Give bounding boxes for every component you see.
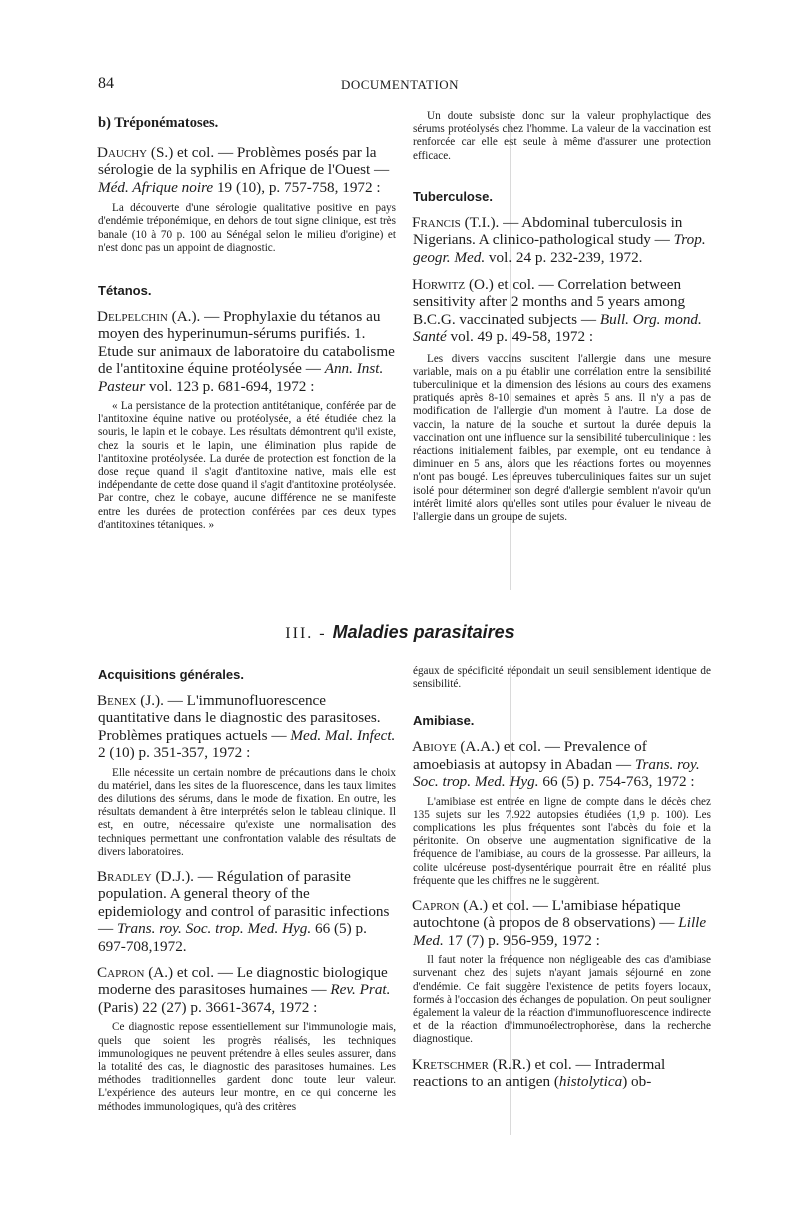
reference-author: Dauchy [97, 144, 148, 161]
section-heading: b) Tréponématoses. [98, 115, 219, 131]
reference-entry: Delpelchin (A.). — Prophylaxie du tétanos au moyen des hyperinumun-sérums purifiés. 1. Etude sur animaux de laboratoire du catabolisme de l'antitoxine équine protéolysée — Ann. Inst. Pasteur vol. 123 p. 681-694, 1972 : [97, 308, 395, 395]
reference-abstract: L'amibiase est entrée en ligne de compte dans le décès chez 135 sujets sur les 7.922 autopsies étudiées (1,9 p. 100). Les complications les plus fréquentes sont l'abcès du foie et la péritonite. On observe une augmentation significative de la fréquence de l'amibiase, au cours de la grossesse. Par ailleurs, la colite ulcéreuse post-dysentérique pourrait être en réalité plus fréquente que les chiffres ne le suggèrent. [413, 795, 711, 887]
reference-entry: Horwitz (O.) et col. — Correlation between sensitivity after 2 months and 5 years among B.C.G. vaccinated subjects — Bull. Org. mond. Santé vol. 49 p. 49-58, 1972 : [412, 276, 702, 346]
reference-abstract: Les divers vaccins suscitent l'allergie dans une mesure variable, mais on a pu établir une corrélation entre la sensibilité tuberculinique et la dimension des lésions au cours des examens pratiqués après 8-10 semaines et après 5 ans. Il n'y a pas de modification de l'allergie d'un moment à l'autre. La dose de vaccin, la nature de la souche et surtout la durée depuis la vaccination ont une influence sur la sensibilité tuberculinique : les réactions initialement faibles, par exemple, ont eu tendance à diminuer en 5 ans, alors que les réactions fortes ou moyennes n'ont pas bougé. Les épreuves tuberculiniques faites sur un sujet isolé pour déterminer son degré d'allergie semblent n'avoir qu'un intérêt limité alors qu'elles sont utiles pour évaluer le niveau de l'allergie dans un groupe de sujets. [413, 352, 711, 524]
right-column-top [413, 110, 711, 524]
running-title: DOCUMENTATION [340, 77, 460, 92]
section-heading: Acquisitions générales. [98, 667, 244, 682]
reference-entry: Abioye (A.A.) et col. — Prevalence of amoebiasis at autopsy in Abadan — Trans. roy. Soc. trop. Med. Hyg. 66 (5) p. 754-763, 1972 : [412, 738, 700, 791]
reference-entry: Francis (T.I.). — Abdominal tuberculosis in Nigerians. A clinico-pathological study — Trop. geogr. Med. vol. 24 p. 232-239, 1972. [412, 213, 706, 266]
reference-author: Bradley [97, 868, 152, 886]
reference-entry: Benex (J.). — L'immunofluorescence quantitative dans le diagnostic des parasitoses. Problèmes pratiques actuels — Med. Mal. Infect. 2 (10) p. 351-357, 1972 : [97, 692, 396, 762]
reference-author: Abioye [412, 738, 457, 756]
reference-author: Horwitz [412, 276, 466, 294]
reference-author: Kretschmer [412, 1055, 489, 1073]
reference-journal: Rev. Prat. [330, 981, 391, 999]
reference-abstract: « La persistance de la protection antitétanique, conférée par de l'antitoxine équine native ou protéolysée, a été étudiée chez la souris, le lapin et le cobaye. Les résultats démontrent qu'il existe, chez la souris et le lapin, une élimination plus rapide de l'antitoxine protéolysée. La durée de protection est fonction de la dose reçue quand il s'agit d'antitoxine native, mais elle est indépendante de cette dose quand il s'agit d'antitoxine protéolysée. Par contre, chez le cobaye, aucune différence ne se manifeste entre les durées de protection conférées par ces deux types d'antitoxines tétaniques. » [98, 400, 396, 531]
page-number: 84 [98, 75, 114, 92]
reference-entry: Capron (A.) et col. — L'amibiase hépatique autochtone (à propos de 8 observations) — Lille Med. 17 (7) p. 956-959, 1972 : [412, 897, 707, 949]
reference-author: Delpelchin [97, 308, 168, 326]
reference-journal: Bull. Org. mond. Santé [413, 310, 702, 346]
reference-journal: Trans. roy. Soc. trop. Med. Hyg. [116, 920, 312, 938]
reference-abstract: Il faut noter la fréquence non négligeable des cas d'amibiase survenant chez des sujets n'ayant jamais séjourné en zone d'endémie. Ce fait suggère l'existence de petits foyers locaux, formés à l'occasion des échanges de population. On peut souligner également la valeur de la réaction d'immunofluorescence indirecte et de la réaction d'immunoélectrophorèse, dans la recherche diagnostique. [413, 954, 711, 1046]
reference-author: Capron [97, 964, 145, 982]
reference-entry: Dauchy (S.) et col. — Problèmes posés par la sérologie de la syphilis en Afrique de l'Ouest — Méd. Afrique noire 19 (10), p. 757-758, 1972 : [97, 144, 390, 196]
reference-abstract: Elle nécessite un certain nombre de précautions dans le choix du matériel, dans les sites de la fluorescence, dans les taux limites des dilutions des sérums, dans le mode de fixation. En outre, les résultats demandent à être interprétés selon le tableau clinique. Il est, en outre, nécessaire qu'existe une normalisation des techniques permettant une confrontation valable des résultats de divers laboratoires. [98, 766, 396, 858]
right-column-bottom [413, 665, 711, 1091]
reference-author: Benex [97, 692, 137, 709]
paragraph: égaux de spécificité répondait un seuil sensiblement identique de sensibilité. [413, 665, 711, 691]
reference-journal: Ann. Inst. Pasteur [98, 360, 384, 395]
reference-journal: histolytica [558, 1073, 623, 1091]
left-column-top [98, 115, 396, 532]
reference-entry: Kretschmer (R.R.) et col. — Intradermal reactions to an antigen (histolytica) ob- [412, 1055, 666, 1091]
section-number: III. [285, 625, 314, 642]
reference-entry: Capron (A.) et col. — Le diagnostic biologique moderne des parasitoses humaines — Rev. Prat. (Paris) 22 (27) p. 3661-3674, 1972 : [97, 964, 391, 1016]
reference-author: Francis [412, 213, 461, 231]
reference-journal: Trop. geogr. Med. [413, 231, 706, 266]
section-heading: Tétanos. [98, 283, 152, 299]
section-title: III. - Maladies parasitaires [285, 622, 515, 642]
reference-author: Capron [412, 897, 460, 915]
paragraph: Un doute subsiste donc sur la valeur prophylactique des sérums protéolysés chez l'homme. La valeur de la vaccination est renforcée car elle est seule à même d'assurer une protection efficace. [413, 110, 711, 162]
reference-entry: Bradley (D.J.). — Régulation of parasite population. A general theory of the epidemiology and control of parasitic infections — Trans. roy. Soc. trop. Med. Hyg. 66 (5) p. 697-708,1972. [97, 868, 390, 955]
section-heading: Amibiase. [413, 713, 475, 729]
section-name: Maladies parasitaires [332, 622, 515, 642]
reference-abstract: La découverte d'une sérologie qualitative positive en pays d'endémie tréponémique, en dehors de tout signe clinique, est très banale (10 à 70 p. 100 au Sénégal selon le milieu d'origine) et n'est donc pas un appoint de diagnostic. [98, 202, 396, 254]
reference-abstract: Ce diagnostic repose essentiellement sur l'immunologie mais, quels que soient les progrès réalisés, les techniques immunologiques ne peuvent prétendre à elles seules assurer, dans la totalité des cas, le diagnostic des parasitoses humaines. Les méthodes traditionnelles gardent donc toute leur valeur. L'expérience des auteurs leur montre, en ce qui concerne les méthodes immunologiques, qu'à des critères [98, 1021, 396, 1113]
reference-journal: Trans. roy. Soc. trop. Med. Hyg. [413, 755, 700, 791]
reference-journal: Lille Med. [413, 914, 707, 949]
reference-journal: Méd. Afrique noire [98, 178, 214, 196]
left-column-bottom [98, 667, 396, 1114]
section-heading: Tuberculose. [413, 188, 493, 204]
reference-journal: Med. Mal. Infect. [290, 726, 396, 744]
